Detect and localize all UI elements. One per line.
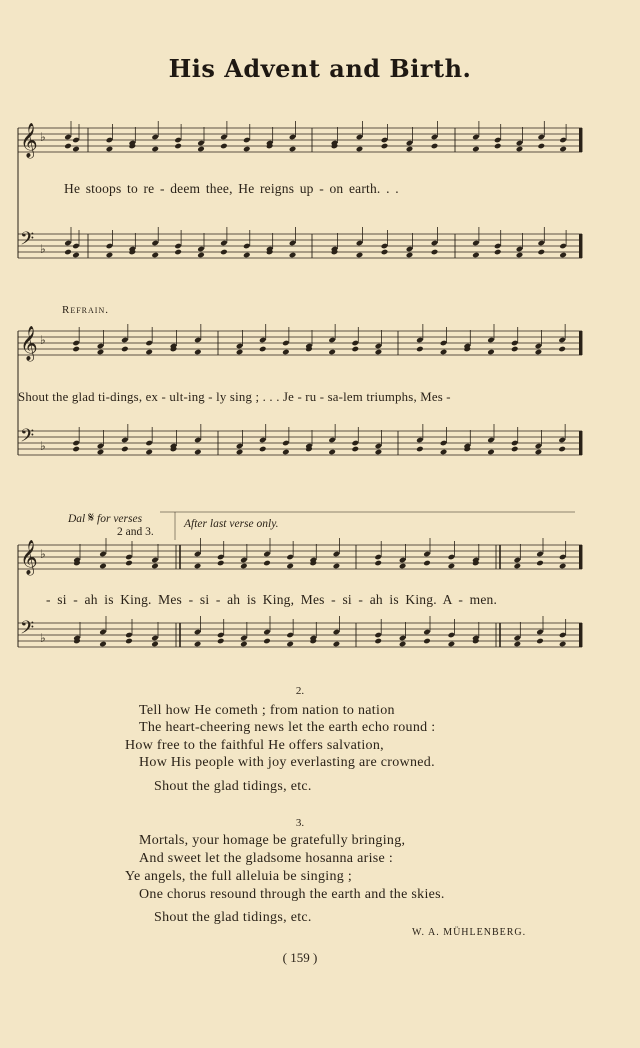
note-head bbox=[263, 560, 271, 567]
end-barline bbox=[579, 431, 582, 455]
last-verse-label: After last verse only. bbox=[184, 518, 279, 530]
note-head bbox=[289, 146, 297, 153]
note-head bbox=[559, 146, 567, 153]
flat-sign: ♭ bbox=[40, 242, 46, 256]
note-head bbox=[72, 446, 80, 453]
note-head bbox=[72, 252, 80, 259]
note-head bbox=[559, 252, 567, 259]
note-head bbox=[356, 252, 364, 259]
note-head bbox=[374, 560, 382, 567]
note-head bbox=[240, 563, 248, 570]
verse2-refrain: Shout the glad tidings, etc. bbox=[154, 779, 312, 794]
note-head bbox=[516, 146, 524, 153]
note-head bbox=[151, 252, 159, 259]
note-head bbox=[416, 446, 424, 453]
note-head bbox=[197, 146, 205, 153]
note-head bbox=[431, 249, 439, 256]
note-head bbox=[145, 449, 153, 456]
note-head bbox=[538, 143, 546, 150]
flat-sign: ♭ bbox=[40, 547, 46, 561]
note-head bbox=[236, 449, 244, 456]
note-head bbox=[535, 349, 543, 356]
verse2-number: 2. bbox=[295, 685, 305, 697]
note-head bbox=[431, 143, 439, 150]
note-head bbox=[286, 641, 294, 648]
verse3-line2: And sweet let the gladsome hosanna arise : bbox=[139, 851, 394, 866]
note-head bbox=[125, 638, 133, 645]
note-head bbox=[406, 252, 414, 259]
note-head bbox=[333, 641, 341, 648]
note-head bbox=[374, 638, 382, 645]
note-head bbox=[351, 446, 359, 453]
note-head bbox=[194, 449, 202, 456]
note-head bbox=[151, 641, 159, 648]
note-head bbox=[423, 560, 431, 567]
bass-clef: 𝄢 bbox=[20, 426, 35, 451]
system2-lyrics: Shout the glad ti-dings, ex - ult-ing - ly sing ; . . . Je - ru - sa-lem triumphs, Mes - bbox=[18, 390, 451, 404]
verse3-line3: Ye angels, the full alleluia be singing ; bbox=[125, 869, 353, 884]
flat-sign: ♭ bbox=[40, 333, 46, 347]
system1-lyrics: He stoops to re - deem thee, He reigns up - on earth. . . bbox=[64, 181, 399, 196]
dal-segno-direction bbox=[68, 511, 142, 527]
note-head bbox=[194, 563, 202, 570]
note-head bbox=[240, 641, 248, 648]
note-head bbox=[423, 638, 431, 645]
note-head bbox=[197, 252, 205, 259]
treble-clef: 𝄞 bbox=[20, 123, 38, 158]
note-head bbox=[220, 143, 228, 150]
note-head bbox=[448, 563, 456, 570]
end-barline bbox=[579, 623, 582, 647]
note-head bbox=[174, 249, 182, 256]
note-head bbox=[558, 446, 566, 453]
note-head bbox=[125, 560, 133, 567]
end-barline bbox=[579, 234, 582, 258]
note-head bbox=[72, 146, 80, 153]
note-head bbox=[514, 563, 522, 570]
note-head bbox=[375, 449, 383, 456]
verse2-line4: How His people with joy everlasting are crowned. bbox=[139, 755, 435, 770]
note-head bbox=[514, 641, 522, 648]
note-head bbox=[559, 563, 567, 570]
note-head bbox=[259, 446, 267, 453]
author-credit: W. A. MÜHLENBERG. bbox=[412, 927, 527, 938]
note-head bbox=[381, 249, 389, 256]
note-head bbox=[151, 563, 159, 570]
note-head bbox=[494, 143, 502, 150]
note-head bbox=[487, 349, 495, 356]
note-head bbox=[536, 638, 544, 645]
verses-2-3-label: 2 and 3. bbox=[117, 526, 154, 538]
note-head bbox=[538, 249, 546, 256]
note-head bbox=[511, 446, 519, 453]
verse2-line1: Tell how He cometh ; from nation to nation bbox=[139, 703, 395, 718]
bass-clef: 𝄢 bbox=[20, 229, 35, 254]
note-head bbox=[406, 146, 414, 153]
note-head bbox=[145, 349, 153, 356]
verse2-line2: The heart-cheering news let the earth echo round : bbox=[139, 720, 436, 735]
note-head bbox=[106, 146, 114, 153]
note-head bbox=[375, 349, 383, 356]
note-head bbox=[72, 346, 80, 353]
flat-sign: ♭ bbox=[40, 130, 46, 144]
page-number: ( 159 ) bbox=[282, 950, 318, 965]
segno-sign: 𝄋 bbox=[88, 511, 95, 526]
verse3-refrain: Shout the glad tidings, etc. bbox=[154, 910, 312, 925]
note-head bbox=[440, 349, 448, 356]
end-barline bbox=[579, 128, 582, 152]
for-verses-text: for verses bbox=[97, 513, 143, 525]
note-head bbox=[494, 249, 502, 256]
note-head bbox=[511, 346, 519, 353]
verse3-line1: Mortals, your homage be gratefully bringing, bbox=[139, 833, 406, 848]
note-head bbox=[416, 346, 424, 353]
note-head bbox=[64, 249, 72, 256]
note-head bbox=[243, 252, 251, 259]
end-barline bbox=[579, 545, 582, 569]
note-head bbox=[286, 563, 294, 570]
note-head bbox=[64, 143, 72, 150]
note-head bbox=[535, 449, 543, 456]
note-head bbox=[194, 641, 202, 648]
end-barline bbox=[579, 331, 582, 355]
note-head bbox=[399, 641, 407, 648]
dal-text: Dal bbox=[68, 513, 86, 525]
flat-sign: ♭ bbox=[40, 631, 46, 645]
note-head bbox=[351, 346, 359, 353]
note-head bbox=[399, 563, 407, 570]
note-head bbox=[106, 252, 114, 259]
note-head bbox=[263, 638, 271, 645]
bass-clef: 𝄢 bbox=[20, 618, 35, 643]
note-head bbox=[487, 449, 495, 456]
note-head bbox=[194, 349, 202, 356]
note-head bbox=[217, 560, 225, 567]
verse3-number: 3. bbox=[295, 817, 305, 829]
note-head bbox=[97, 349, 105, 356]
note-head bbox=[243, 146, 251, 153]
treble-clef: 𝄞 bbox=[20, 540, 38, 575]
note-head bbox=[356, 146, 364, 153]
verse2-line3: How free to the faithful He offers salvation, bbox=[125, 738, 384, 753]
note-head bbox=[328, 449, 336, 456]
note-head bbox=[440, 449, 448, 456]
note-head bbox=[97, 449, 105, 456]
note-head bbox=[99, 641, 107, 648]
page-title: His Advent and Birth. bbox=[168, 54, 472, 83]
note-head bbox=[236, 349, 244, 356]
note-head bbox=[151, 146, 159, 153]
note-head bbox=[121, 346, 129, 353]
note-head bbox=[472, 252, 480, 259]
note-head bbox=[282, 349, 290, 356]
note-head bbox=[220, 249, 228, 256]
note-head bbox=[333, 563, 341, 570]
flat-sign: ♭ bbox=[40, 439, 46, 453]
verse3-line4: One chorus resound through the earth and the skies. bbox=[139, 887, 445, 902]
note-head bbox=[472, 146, 480, 153]
system3-lyrics: - si - ah is King. Mes - si - ah is King, Mes - si - ah is King. A - men. bbox=[46, 592, 498, 607]
note-head bbox=[99, 563, 107, 570]
note-head bbox=[448, 641, 456, 648]
note-head bbox=[558, 346, 566, 353]
note-head bbox=[121, 446, 129, 453]
refrain-label: Refrain. bbox=[62, 304, 109, 316]
note-head bbox=[259, 346, 267, 353]
note-head bbox=[559, 641, 567, 648]
note-head bbox=[381, 143, 389, 150]
note-head bbox=[217, 638, 225, 645]
note-head bbox=[282, 449, 290, 456]
note-head bbox=[174, 143, 182, 150]
note-head bbox=[328, 349, 336, 356]
treble-clef: 𝄞 bbox=[20, 326, 38, 361]
note-head bbox=[516, 252, 524, 259]
note-head bbox=[536, 560, 544, 567]
note-head bbox=[289, 252, 297, 259]
